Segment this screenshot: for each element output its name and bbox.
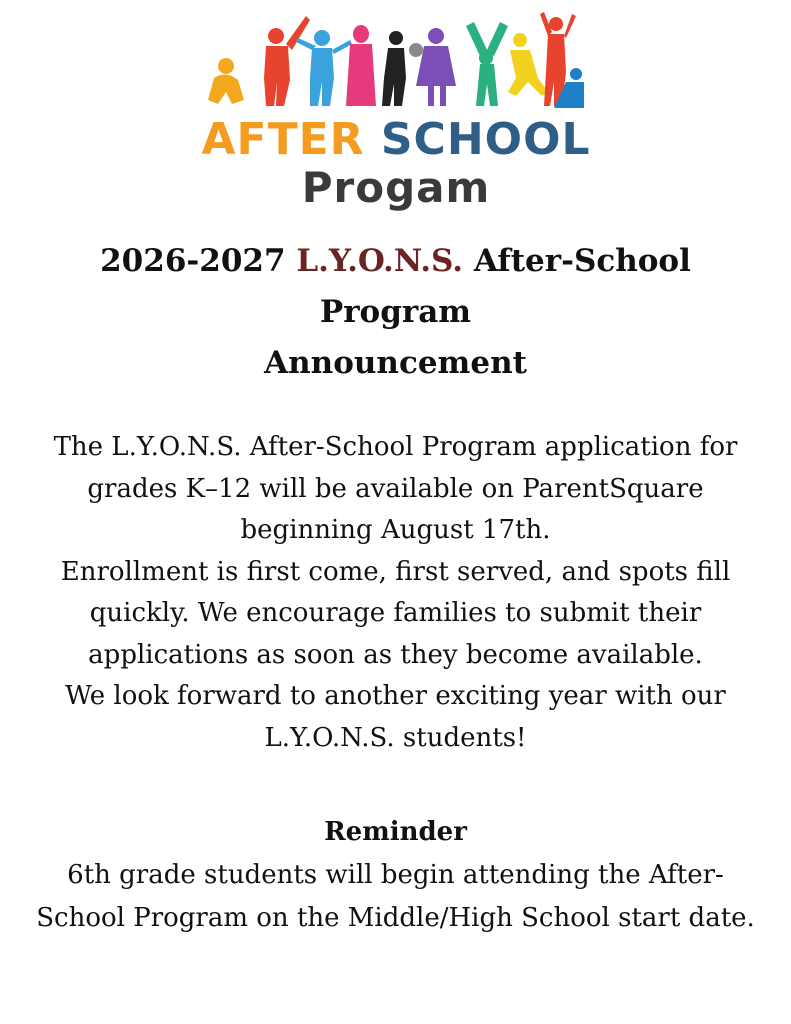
reminder-section bbox=[30, 811, 761, 940]
body-paragraph-closing: We look forward to another exciting year with our L.Y.O.N.S. students! bbox=[65, 681, 726, 753]
figure-pink bbox=[346, 25, 376, 106]
logo-wordmark-line1 bbox=[190, 114, 602, 166]
children-silhouettes-icon bbox=[204, 8, 584, 113]
logo-program-text: Progam bbox=[301, 163, 491, 212]
reminder-text: 6th grade students will begin attending the After-School Program on the Middle/High School start date. bbox=[36, 860, 755, 933]
title-after-school: After-School bbox=[473, 243, 691, 279]
title-program: Program bbox=[319, 294, 472, 330]
after-school-logo bbox=[190, 8, 602, 212]
figure-raised-arm bbox=[264, 16, 310, 106]
announcement-body bbox=[20, 427, 771, 759]
title-years: 2026-2027 bbox=[100, 243, 286, 279]
figure-jumping bbox=[508, 33, 548, 96]
logo-after-text: AFTER bbox=[201, 114, 365, 165]
figure-crouching bbox=[208, 58, 244, 104]
figure-girl bbox=[416, 28, 456, 106]
title-org: L.Y.O.N.S. bbox=[296, 243, 464, 279]
body-paragraph-enrollment: Enrollment is first come, first served, and spots fill quickly. We encourage families to submit their applications as soon as they become available. bbox=[60, 556, 731, 670]
figure-cartwheel bbox=[466, 22, 508, 106]
announcement-title bbox=[40, 236, 751, 389]
body-paragraph-application: The L.Y.O.N.S. After-School Program application for grades K–12 will be available on ParentSquare beginning August 17th. bbox=[53, 432, 738, 545]
figure-ball bbox=[382, 31, 423, 106]
reminder-heading: Reminder bbox=[324, 817, 467, 847]
figure-dancing bbox=[296, 30, 352, 106]
logo-school-text: SCHOOL bbox=[380, 114, 591, 165]
title-announcement: Announcement bbox=[264, 345, 527, 381]
